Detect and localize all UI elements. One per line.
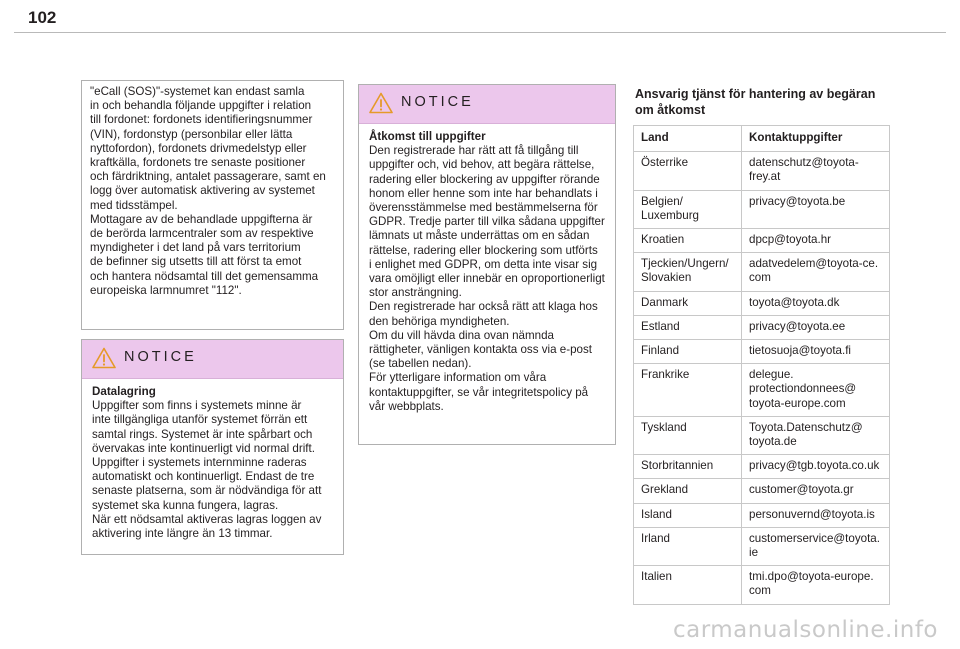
country-cell: Belgien/ Luxemburg [634, 190, 742, 228]
table-row [634, 315, 890, 339]
contact-cell: privacy@toyota.be [742, 190, 890, 228]
contact-cell: privacy@toyota.ee [742, 315, 890, 339]
contacts-title: Ansvarig tjänst för hantering av begäran om åtkomst [635, 87, 876, 117]
country-cell: Storbritannien [634, 455, 742, 479]
notice-header [82, 340, 343, 379]
notice-title: Åtkomst till uppgifter [369, 130, 486, 143]
table-row [634, 503, 890, 527]
notice-text: Den registrerade har rätt att få tillgång till uppgifter och, vid behov, att begära rättelse, radering eller blockering av uppgifter rörande honom eller henne som inte har behandlats i överensstämmelse med bestämmelserna för GDPR. Tredje parter till vilka sådana uppgifter lämnats ut måste underrättas om en sådan rättelse, radering eller blockering som utförts i enlighet med GDPR, om detta inte visar sig vara omöjligt eller innebär en oproportionerligt stor ansträngning. Den registrerade har också rätt att klaga hos den behöriga myndigheten. Om du vill hävda dina ovan nämnda rättigheter, vänligen kontakta oss via e-post (se tabellen nedan). För ytterligare information om våra kontaktuppgifter, se vår integritetspolicy på vår webbplats. [369, 144, 605, 413]
watermark: carmanualsonline.info [672, 617, 938, 643]
table-row [634, 152, 890, 190]
table-row [634, 455, 890, 479]
column-header-kontakt: Kontaktuppgifter [742, 126, 890, 152]
table-row [634, 416, 890, 454]
country-cell: Estland [634, 315, 742, 339]
table-row [634, 479, 890, 503]
column-header-land: Land [634, 126, 742, 152]
country-cell: Danmark [634, 291, 742, 315]
header-rule [14, 32, 946, 33]
notice-datalagring [81, 339, 344, 555]
contact-cell: tmi.dpo@toyota-europe. com [742, 566, 890, 604]
contact-cell: toyota@toyota.dk [742, 291, 890, 315]
country-cell: Italien [634, 566, 742, 604]
contact-cell: customerservice@toyota. ie [742, 527, 890, 565]
notice-label: NOTICE [401, 94, 474, 110]
country-cell: Finland [634, 340, 742, 364]
notice-title: Datalagring [92, 385, 156, 398]
country-cell: Irland [634, 527, 742, 565]
contact-cell: delegue. protectiondonnees@ toyota-europe.com [742, 364, 890, 417]
notice-atkomst [358, 84, 616, 445]
notice-text: Uppgifter som finns i systemets minne är inte tillgängliga utanför systemet förrän ett samtal rings. Systemet är inte spårbart och övervakas inte kontinuerligt vid normal drift. Uppgifter i systemets internminne raderas automatiskt och kontinuerligt. Endast de tre senaste platserna, som är nödvändiga för att systemet ska kunna fungera, lagras. När ett nödsamtal aktiveras lagras loggen av aktivering inte längre än 13 timmar. [92, 399, 322, 541]
ecall-info-box [81, 80, 344, 330]
contact-cell: tietosuoja@toyota.fi [742, 340, 890, 364]
contact-cell: datenschutz@toyota- frey.at [742, 152, 890, 190]
contact-cell: privacy@tgb.toyota.co.uk [742, 455, 890, 479]
warning-icon [369, 92, 393, 114]
notice-label: NOTICE [124, 349, 197, 365]
contact-cell: personuvernd@toyota.is [742, 503, 890, 527]
table-row [634, 340, 890, 364]
contact-cell: Toyota.Datenschutz@ toyota.de [742, 416, 890, 454]
country-cell: Österrike [634, 152, 742, 190]
table-row [634, 229, 890, 253]
country-cell: Tjeckien/Ungern/ Slovakien [634, 253, 742, 291]
ecall-info-text: "eCall (SOS)"-systemet kan endast samla in och behandla följande uppgifter i relation till fordonet: fordonets identifieringsnummer (VIN), fordonstyp (personbilar eller lätta nyttofordon), fordonets drivmedelstyp eller kraftkälla, fordonets tre senaste positioner och färdriktning, antalet passagerare, samt en logg över automatisk aktivering av systemet med tidsstämpel. Mottagare av de behandlade uppgifterna är de berörda larmcentraler som av respektive myndigheter i det land på vars territorium de befinner sig utsetts till att först ta emot och hantera nödsamtal till det gemensamma europeiska larmnumret "112". [90, 85, 326, 297]
country-cell: Kroatien [634, 229, 742, 253]
country-cell: Grekland [634, 479, 742, 503]
table-row [634, 190, 890, 228]
table-header-row [634, 126, 890, 152]
contact-cell: adatvedelem@toyota-ce. com [742, 253, 890, 291]
table-row [634, 291, 890, 315]
table-row [634, 364, 890, 417]
contacts-table [633, 125, 890, 605]
page-number: 102 [28, 8, 57, 27]
table-row [634, 253, 890, 291]
country-cell: Island [634, 503, 742, 527]
warning-icon [92, 347, 116, 369]
table-row [634, 527, 890, 565]
country-cell: Frankrike [634, 364, 742, 417]
country-cell: Tyskland [634, 416, 742, 454]
contact-cell: dpcp@toyota.hr [742, 229, 890, 253]
notice-header [359, 85, 615, 124]
contact-cell: customer@toyota.gr [742, 479, 890, 503]
table-row [634, 566, 890, 604]
